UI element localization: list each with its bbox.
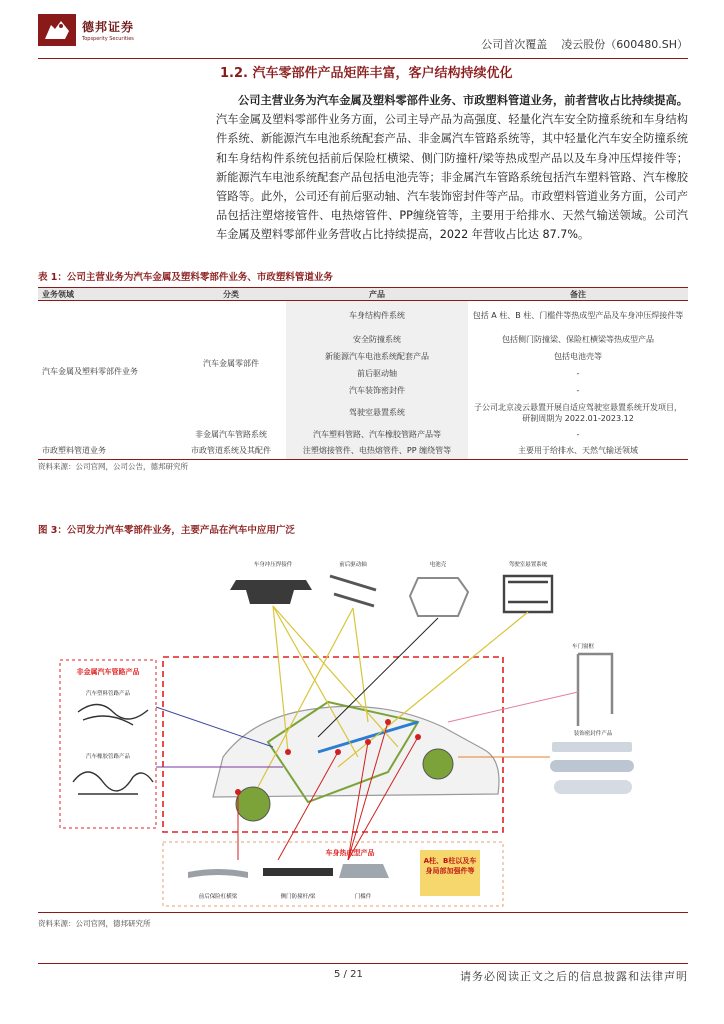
th-product: 产品 [286,288,468,301]
cell-product: 车身结构件系统 [286,301,468,331]
cell-category: 汽车金属零部件 [203,359,259,369]
body-paragraph [216,91,688,245]
bumper-image [188,869,248,878]
cell-product: 汽车装饰密封件 [286,382,468,399]
seal-label: 装饰密封件产品 [573,731,613,737]
door-callout [448,692,578,722]
cell-domain: 汽车金属及塑料零部件业务 [42,366,138,376]
figure-source: 资料来源：公司官网，德邦研究所 [38,919,151,928]
table-header-row [38,288,688,301]
door-beam-label: 侧门防撞杆/梁 [280,894,316,900]
page-number: 5 / 21 [334,969,363,980]
car-parts-figure [38,542,688,912]
rear-wheel [423,749,453,779]
cell-note: 包括侧门防撞梁、保险杠横梁等热成型产品 [502,334,654,344]
pipe-callout [156,707,273,747]
hot-formed-label: 车身热成型产品 [325,849,375,857]
cell-product: 安全防撞系统 [286,331,468,348]
cell-note: - [576,429,580,439]
cell-note: 子公司北京凌云悬置开展自适应驾驶室悬置系统开发项目，研制周期为 2022.01-2023.12 [474,402,682,423]
door-frame-image [578,654,612,726]
logo-icon [38,14,76,46]
seal-image [554,780,632,794]
driveshaft-image [330,576,376,606]
nonmetal-frame [60,660,156,828]
company-logo [38,14,134,46]
cabin-label: 驾驶室悬置系统 [508,562,548,568]
logo-en: Topsperity Securities [82,36,134,42]
footer-divider [38,963,688,964]
header-divider [38,58,688,59]
report-info: 公司首次覆盖 凌云股份（600480.SH） [481,38,688,51]
table-row [38,442,688,460]
business-table [38,287,688,460]
plastic-pipe-image [78,705,148,726]
logo-cn: 德邦证券 [82,20,135,34]
page-header [38,14,688,58]
subframe-label: 车身冲压焊接件 [253,562,293,568]
cell-note: 主要用于给排水、天然气输送领域 [468,442,688,460]
battery-label: 电池壳 [429,562,447,568]
footer-disclaimer: 请务必阅读正文之后的信息披露和法律声明 [460,970,688,983]
cell-note: - [576,368,580,378]
cell-product: 前后驱动轴 [286,365,468,382]
bumper-label: 前后保险杠横梁 [198,894,238,900]
th-domain: 业务领域 [38,288,176,301]
th-category: 分类 [176,288,286,301]
body-lead: 公司主营业务为汽车金属及塑料零部件业务、市政塑料管道业务，前者营收占比持续提高。 [238,94,688,107]
section-title: 1.2. 汽车零部件产品矩阵丰富，客户结构持续优化 [220,66,513,81]
cell-note: 包括电池壳等 [554,351,602,361]
rubber-pipe-image [73,772,153,794]
seal-image [552,742,632,752]
cell-product: 注塑熔接管件、电热熔管件、PP 缠绕管等 [286,442,468,460]
cell-domain: 市政塑料管道业务 [38,442,176,460]
table-row [38,301,688,331]
door-beam-image [263,868,333,876]
table-source: 资料来源：公司官网，公司公告，德邦研究所 [38,462,188,471]
cell-note: 包括 A 柱、B 柱、门槛件等热成型产品及车身冲压焊接件等 [472,311,684,321]
cell-product: 汽车塑料管路、汽车橡胶管路产品等 [286,427,468,442]
plastic-pipe-label: 汽车塑料管路产品 [85,691,131,697]
door-frame-label: 车门窗框 [571,644,595,650]
driveshaft-label: 前后驱动轴 [339,562,367,568]
seal-image [550,760,634,772]
cell-product: 新能源汽车电池系统配套产品 [286,348,468,365]
figure-divider [38,912,688,913]
table-title: 表 1：公司主营业务为汽车金属及塑料零部件业务、市政塑料管道业务 [38,272,333,283]
cell-product: 驾驶室悬置系统 [286,399,468,427]
body-text: 汽车金属及塑料零部件业务方面，公司主导产品为高强度、轻量化汽车安全防撞系统和车身结构件系统、新能源汽车电池系统配套产品、非金属汽车管路系统等，其中轻量化汽车安全防撞系统和车身结构件系统包括前后保险杠横梁、侧门防撞杆/梁等热成型产品以及车身冲压焊接件等；新能源汽车电池系统配套产品包括电池壳等；非金属汽车管路系统包括汽车塑料管路、汽车橡胶管路等。此外，公司还有前后驱动轴、汽车装饰密封件等产品。市政塑料管道业务方面，公司产品包括注塑熔接管件、电热熔管件、PP缠绕管等，主要用于给排水、天然气输送领域。公司汽车金属及塑料零部件业务营收占比持续提高，2022 年营收占比达 87.7%。 [216,113,688,242]
cabin-image [504,576,552,612]
nonmetal-label: 非金属汽车管路产品 [76,668,140,676]
cell-category: 市政管道系统及其配件 [176,442,286,460]
subframe-image [230,580,312,604]
cell-category: 非金属汽车管路系统 [195,429,267,439]
rubber-pipe-label: 汽车橡胶管路产品 [85,754,131,760]
sill-image [339,864,389,878]
figure-title: 图 3：公司发力汽车零部件业务，主要产品在汽车中应用广泛 [38,525,295,536]
battery-image [410,578,468,616]
front-wheel [236,787,270,821]
sill-label: 门槛件 [354,894,372,900]
cell-note: - [576,385,580,395]
pillar-label: A柱、B柱以及车身局部加强件等 [423,857,477,875]
th-note: 备注 [468,288,688,301]
